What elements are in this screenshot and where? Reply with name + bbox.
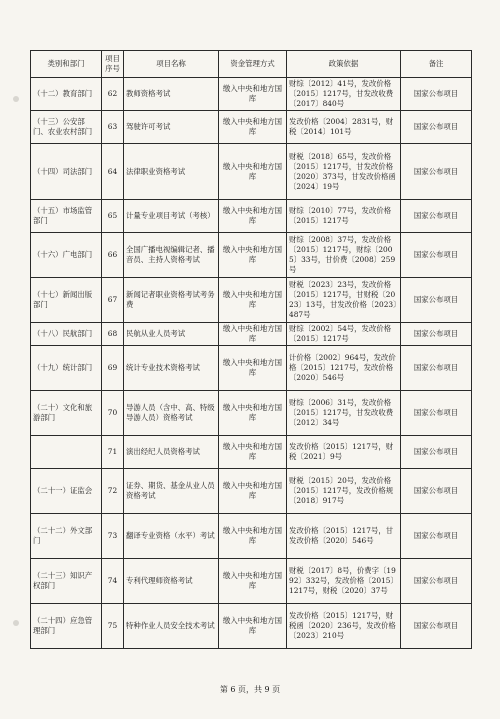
category-cell: （十五）市场监管部门 <box>31 200 102 233</box>
number-cell: 62 <box>102 78 124 111</box>
table-row <box>31 78 472 111</box>
fund-method-cell: 缴入中央和地方国库 <box>219 346 287 391</box>
policy-basis-cell: 发改价格〔2015〕1217号，甘发改价格〔2020〕546号 <box>287 514 401 559</box>
policy-basis-cell: 发改价格〔2015〕1217号，财税函〔2020〕236号，发改价格〔2023〕210号 <box>287 604 401 649</box>
name-cell: 翻译专业资格（水平）考试 <box>124 514 219 559</box>
fund-method-cell: 缴入中央和地方国库 <box>219 144 287 200</box>
policy-basis-cell: 财综〔2008〕37号，发改价格〔2015〕1217号，财综〔2005〕33号，甘价费〔2008〕259号 <box>287 233 401 278</box>
note-cell: 国家公布项目 <box>401 111 472 144</box>
category-cell: （十六）广电部门 <box>31 233 102 278</box>
policy-basis-cell: 财综〔2002〕54号，发改价格〔2015〕1217号 <box>287 323 401 346</box>
note-cell: 国家公布项目 <box>401 514 472 559</box>
number-cell: 70 <box>102 391 124 436</box>
number-cell: 67 <box>102 278 124 323</box>
table-row <box>31 323 472 346</box>
table-row <box>31 233 472 278</box>
number-cell: 72 <box>102 469 124 514</box>
col-header-fund: 资金管理方式 <box>219 51 287 78</box>
category-cell: （十八）民航部门 <box>31 323 102 346</box>
table-row <box>31 111 472 144</box>
policy-basis-cell: 发改价格〔2004〕2831号，财税〔2014〕101号 <box>287 111 401 144</box>
number-cell: 64 <box>102 144 124 200</box>
category-cell: （十三）公安部门、农业农村部门 <box>31 111 102 144</box>
category-cell: （二十一）证监会 <box>31 469 102 514</box>
policy-basis-cell: 财综〔2010〕77号，发改价格〔2015〕1217号 <box>287 200 401 233</box>
category-cell: （十七）新闻出版部门 <box>31 278 102 323</box>
policy-basis-cell: 财综〔2012〕41号，发改价格〔2015〕1217号，甘发改收费〔2017〕840号 <box>287 78 401 111</box>
table-row <box>31 346 472 391</box>
name-cell: 新闻记者职业资格考试考务费 <box>124 278 219 323</box>
fund-method-cell: 缴入中央和地方国库 <box>219 469 287 514</box>
category-cell: （二十四）应急管理部门 <box>31 604 102 649</box>
name-cell: 教师资格考试 <box>124 78 219 111</box>
note-cell: 国家公布项目 <box>401 144 472 200</box>
note-cell: 国家公布项目 <box>401 78 472 111</box>
category-cell: （二十二）外文部门 <box>31 514 102 559</box>
fund-method-cell: 缴入中央和地方国库 <box>219 391 287 436</box>
fund-method-cell: 缴入中央和地方国库 <box>219 233 287 278</box>
table-row <box>31 436 472 469</box>
policy-basis-cell: 财税〔2018〕65号，发改价格〔2015〕1217号，甘发改价格〔2020〕373号，甘发改价格函〔2024〕19号 <box>287 144 401 200</box>
name-cell: 全国广播电视编辑记者、播音员、主持人资格考试 <box>124 233 219 278</box>
number-cell: 73 <box>102 514 124 559</box>
note-cell: 国家公布项目 <box>401 233 472 278</box>
table-header-row <box>31 51 472 78</box>
number-cell: 74 <box>102 559 124 604</box>
fund-method-cell: 缴入中央和地方国库 <box>219 200 287 233</box>
note-cell: 国家公布项目 <box>401 323 472 346</box>
category-cell: （十二）教育部门 <box>31 78 102 111</box>
policy-basis-cell: 财税〔2023〕23号，发改价格〔2015〕1217号，甘财税〔2023〕13号，甘发改价格〔2023〕487号 <box>287 278 401 323</box>
fund-method-cell: 缴入中央和地方国库 <box>219 323 287 346</box>
name-cell: 证券、期货、基金从业人员资格考试 <box>124 469 219 514</box>
col-header-policy: 政策依据 <box>287 51 401 78</box>
note-cell: 国家公布项目 <box>401 278 472 323</box>
name-cell: 驾驶许可考试 <box>124 111 219 144</box>
fund-method-cell: 缴入中央和地方国库 <box>219 278 287 323</box>
page-number: 第 6 页，共 9 页 <box>219 685 281 694</box>
name-cell: 法律职业资格考试 <box>124 144 219 200</box>
policy-basis-cell: 财税〔2015〕20号，发改价格〔2015〕1217号，发改价格规〔2018〕917号 <box>287 469 401 514</box>
note-cell: 国家公布项目 <box>401 200 472 233</box>
col-header-category: 类别和部门 <box>31 51 102 78</box>
fund-method-cell: 缴入中央和地方国库 <box>219 514 287 559</box>
category-cell: （十九）统计部门 <box>31 346 102 391</box>
table-row <box>31 469 472 514</box>
table-row <box>31 604 472 649</box>
number-cell: 71 <box>102 436 124 469</box>
note-cell: 国家公布项目 <box>401 604 472 649</box>
note-cell: 国家公布项目 <box>401 346 472 391</box>
number-cell: 68 <box>102 323 124 346</box>
fund-method-cell: 缴入中央和地方国库 <box>219 111 287 144</box>
table-row <box>31 278 472 323</box>
policy-basis-cell: 财税〔2017〕8号，价费字〔1992〕332号，发改价格〔2015〕1217号，财税〔2020〕37号 <box>287 559 401 604</box>
category-cell: （十四）司法部门 <box>31 144 102 200</box>
number-cell: 63 <box>102 111 124 144</box>
note-cell: 国家公布项目 <box>401 559 472 604</box>
name-cell: 计量专业项目考试（考核） <box>124 200 219 233</box>
note-cell: 国家公布项目 <box>401 436 472 469</box>
name-cell: 专利代理师资格考试 <box>124 559 219 604</box>
table-row <box>31 514 472 559</box>
policy-basis-cell: 计价格〔2002〕964号，发改价格〔2015〕1217号，发改价格〔2020〕546号 <box>287 346 401 391</box>
name-cell: 统计专业技术资格考试 <box>124 346 219 391</box>
policy-basis-cell: 财综〔2006〕31号，发改价格〔2015〕1217号，甘发改收费〔2012〕34号 <box>287 391 401 436</box>
fund-method-cell: 缴入中央和地方国库 <box>219 604 287 649</box>
table-row <box>31 144 472 200</box>
number-cell: 66 <box>102 233 124 278</box>
name-cell: 导游人员（含中、高、特级导游人员）资格考试 <box>124 391 219 436</box>
note-cell: 国家公布项目 <box>401 391 472 436</box>
fund-method-cell: 缴入中央和地方国库 <box>219 436 287 469</box>
name-cell: 特种作业人员安全技术考试 <box>124 604 219 649</box>
fund-method-cell: 缴入中央和地方国库 <box>219 559 287 604</box>
table-row <box>31 391 472 436</box>
name-cell: 民航从业人员考试 <box>124 323 219 346</box>
category-cell: （二十三）知识产权部门 <box>31 559 102 604</box>
fund-method-cell: 缴入中央和地方国库 <box>219 78 287 111</box>
name-cell: 演出经纪人员资格考试 <box>124 436 219 469</box>
table-row <box>31 559 472 604</box>
binding-hole <box>13 96 19 102</box>
policy-basis-cell: 发改价格〔2015〕1217号，财税〔2021〕9号 <box>287 436 401 469</box>
category-cell <box>31 436 102 469</box>
table-row <box>31 200 472 233</box>
number-cell: 69 <box>102 346 124 391</box>
col-header-name: 项目名称 <box>124 51 219 78</box>
col-header-number: 项目序号 <box>102 51 124 78</box>
number-cell: 65 <box>102 200 124 233</box>
fee-items-table <box>30 50 472 649</box>
note-cell: 国家公布项目 <box>401 469 472 514</box>
category-cell: （二十）文化和旅游部门 <box>31 391 102 436</box>
number-cell: 75 <box>102 604 124 649</box>
binding-hole <box>13 620 19 626</box>
col-header-note: 备注 <box>401 51 472 78</box>
